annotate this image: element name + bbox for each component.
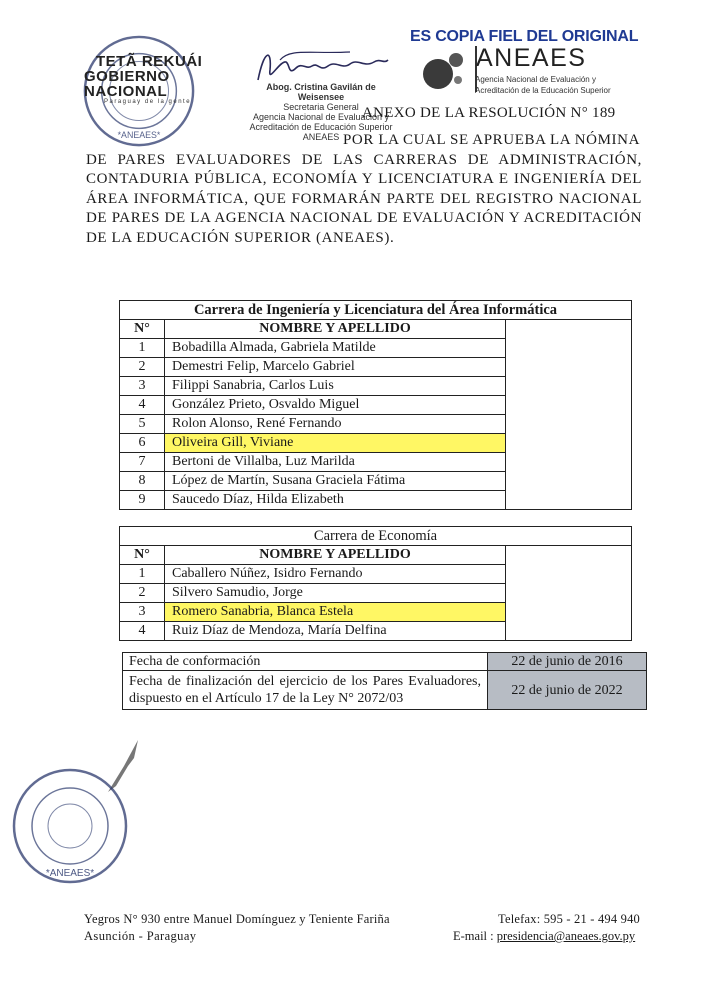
annex-title: ANEXO DE LA RESOLUCIÓN N° 189 xyxy=(362,105,616,121)
signer-org2: Acreditación de Educación Superior ANEAES xyxy=(249,122,393,142)
aneaes-subtitle2: Acreditación de la Educación Superior xyxy=(475,86,611,95)
row-name: Caballero Núñez, Isidro Fernando xyxy=(165,565,506,584)
aneaes-wordmark xyxy=(466,44,611,95)
aneaes-title: ANEAES xyxy=(476,44,587,72)
intro-body: DE PARES EVALUADORES DE LAS CARRERAS DE ADMINISTRACIÓN, CONTADURIA PÚBLICA, ECONOMÍA Y LICENCIATURA E INGENIERÍA DEL ÁREA INFORMÁTICA, QUE FORMARÁN PARTE DEL REGISTRO NACIONAL DE PARES DE LA AGENCIA NACIONAL DE EVALUACIÓN Y ACREDITACIÓN DE LA EDUCACIÓN SUPERIOR (ANEAES). xyxy=(86,151,642,246)
row-number: 5 xyxy=(120,415,165,434)
economia-table xyxy=(119,526,632,641)
row-name-highlighted: Oliveira Gill, Viviane xyxy=(165,434,506,453)
row-name-highlighted: Romero Sanabria, Blanca Estela xyxy=(165,603,506,622)
intro-first-line: POR LA CUAL SE APRUEBA LA NÓMINA xyxy=(342,132,640,148)
conformacion-label: Fecha de conformación xyxy=(123,653,488,671)
row-number: 2 xyxy=(120,584,165,603)
gov-line2: GOBIERNO NACIONAL xyxy=(84,68,170,100)
row-name: Saucedo Díaz, Hilda Elizabeth xyxy=(165,491,506,510)
email-label: E-mail : xyxy=(453,929,497,943)
row-number: 1 xyxy=(120,339,165,358)
row-name: Rolon Alonso, René Fernando xyxy=(165,415,506,434)
footer-telefax: Telefax: 595 - 21 - 494 940 xyxy=(498,912,640,926)
copia-fiel-stamp: ES COPIA FIEL DEL ORIGINAL xyxy=(410,28,639,45)
row-name: Bobadilla Almada, Gabriela Matilde xyxy=(165,339,506,358)
row-number: 3 xyxy=(120,377,165,396)
row-name: González Prieto, Osvaldo Miguel xyxy=(165,396,506,415)
svg-text:*ANEAES*: *ANEAES* xyxy=(45,868,95,879)
table1-col-name: NOMBRE Y APELLIDO xyxy=(165,320,506,339)
dates-table xyxy=(122,652,647,710)
row-name: Silvero Samudio, Jorge xyxy=(165,584,506,603)
signer-name: Abog. Cristina Gavilán de Weisensee xyxy=(266,82,376,102)
table2-blank-column xyxy=(506,546,632,641)
footer-address2: Asunción - Paraguay xyxy=(84,929,197,943)
table2-col-num: N° xyxy=(120,546,165,565)
row-number: 7 xyxy=(120,453,165,472)
email-link[interactable]: presidencia@aneaes.gov.py xyxy=(496,929,636,943)
row-name: Bertoni de Villalba, Luz Marilda xyxy=(165,453,506,472)
signer-org1: Agencia Nacional de Evaluación y xyxy=(252,112,390,122)
table1-title: Carrera de Ingeniería y Licenciatura del Área Informática xyxy=(120,301,632,320)
row-number: 4 xyxy=(120,622,165,641)
svg-text:*ANEAES*: *ANEAES* xyxy=(117,130,161,141)
government-logo xyxy=(84,54,254,114)
gov-line1: TETÃ REKUÁI xyxy=(96,53,203,70)
footer-address1: Yegros N° 930 entre Manuel Domínguez y Teniente Fariña xyxy=(84,912,390,926)
row-name: Ruiz Díaz de Mendoza, María Delfina xyxy=(165,622,506,641)
row-number: 8 xyxy=(120,472,165,491)
row-name: Demestri Felip, Marcelo Gabriel xyxy=(165,358,506,377)
aneaes-seal-bottom xyxy=(8,764,133,889)
resolution-intro xyxy=(86,131,642,249)
finalizacion-label: Fecha de finalización del ejercicio de los Pares Evaluadores, dispuesto en el Artículo 17 de la Ley N° 2072/03 xyxy=(123,671,488,710)
row-name: Filippi Sanabria, Carlos Luis xyxy=(165,377,506,396)
row-number: 3 xyxy=(120,603,165,622)
table1-col-num: N° xyxy=(120,320,165,339)
row-name: López de Martín, Susana Graciela Fátima xyxy=(165,472,506,491)
conformacion-value: 22 de junio de 2016 xyxy=(488,653,647,671)
footer-email xyxy=(453,929,635,944)
row-number: 4 xyxy=(120,396,165,415)
gov-tagline: Paraguay de la gente xyxy=(104,99,192,105)
signer-title: Secretaria General xyxy=(283,102,359,112)
row-number: 2 xyxy=(120,358,165,377)
row-number: 1 xyxy=(120,565,165,584)
aneaes-logo-icon xyxy=(418,46,466,94)
aneaes-subtitle1: Agencia Nacional de Evaluación y xyxy=(475,75,596,84)
table1-blank-column xyxy=(506,320,632,510)
table2-col-name: NOMBRE Y APELLIDO xyxy=(165,546,506,565)
informatica-table xyxy=(119,300,632,510)
row-number: 9 xyxy=(120,491,165,510)
table2-title: Carrera de Economía xyxy=(120,527,632,546)
row-number: 6 xyxy=(120,434,165,453)
finalizacion-value: 22 de junio de 2022 xyxy=(488,671,647,710)
